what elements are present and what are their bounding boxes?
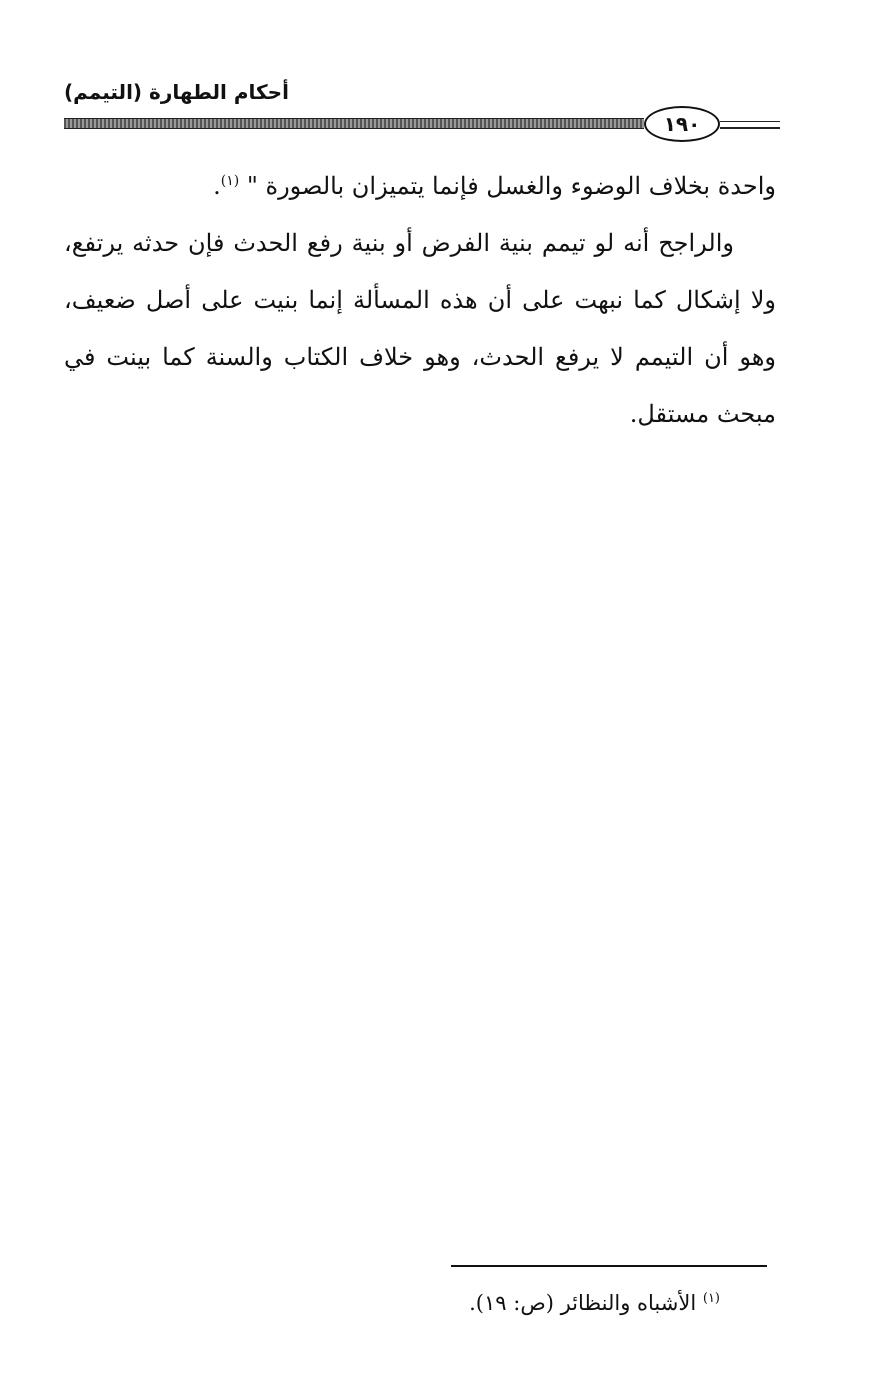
- header-rule-right: [720, 121, 780, 129]
- page-number: ١٩٠: [644, 106, 720, 142]
- paragraph-1-text: واحدة بخلاف الوضوء والغسل فإنما يتميزان بالصورة ": [246, 172, 776, 200]
- paragraph-1-end: .: [213, 172, 221, 200]
- footnote-marker: (١): [702, 1291, 720, 1306]
- header-rule-left: [64, 118, 644, 129]
- body-text: [64, 158, 776, 443]
- paragraph-1: [64, 158, 776, 215]
- footnote-reference: (١): [220, 173, 240, 189]
- footnote-separator: [451, 1265, 767, 1267]
- running-title: أحكام الطهارة (التيمم): [64, 80, 289, 104]
- footnote-text: الأشباه والنظائر (ص: ١٩).: [469, 1291, 697, 1315]
- paragraph-2: والراجح أنه لو تيمم بنية الفرض أو بنية رفع الحدث فإن حدثه يرتفع، ولا إشكال كما نبهت على أن هذه المسألة إنما بنيت على أصل ضعيف، وهو أن التيمم لا يرفع الحدث، وهو خلاف الكتاب والسنة كما بينت في مبحث مستقل.: [64, 229, 776, 428]
- footnote-1: [380, 1285, 720, 1321]
